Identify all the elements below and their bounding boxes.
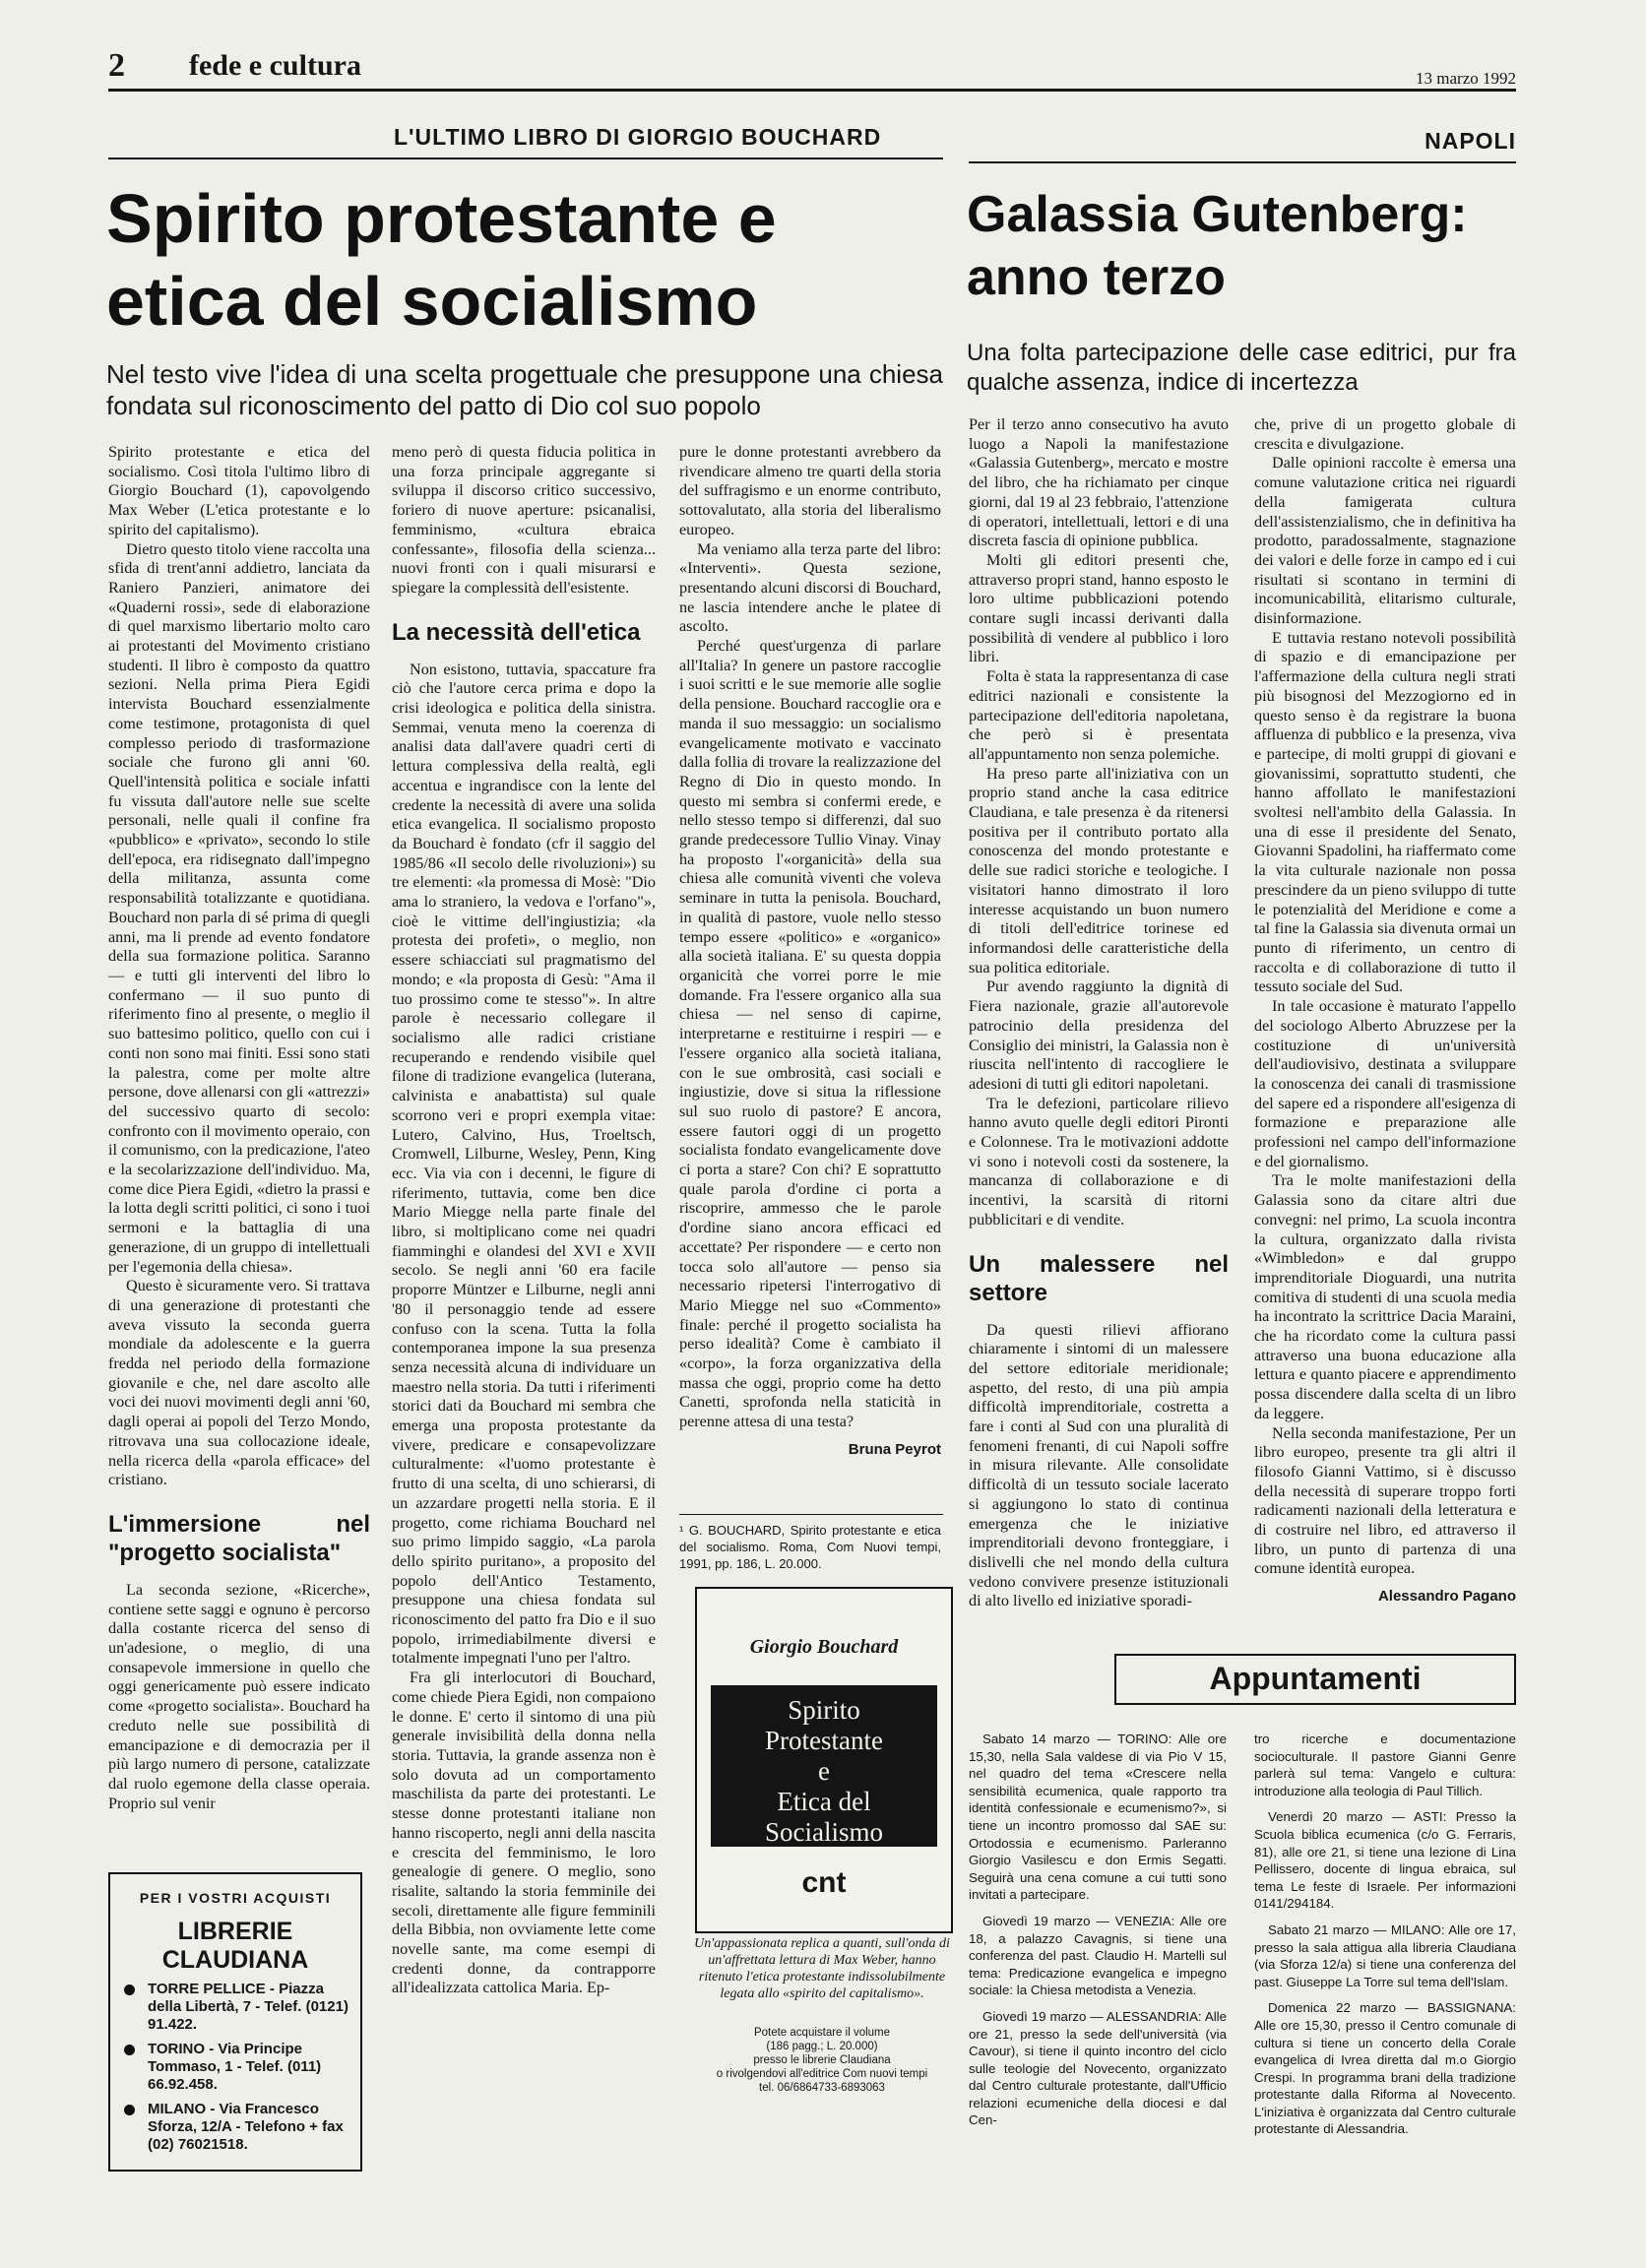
appointment: Giovedì 19 marzo — ALESSANDRIA: Alle ore 21, presso la sede dell'università (via Cavour), si tiene il quinto incontro del ciclo sulle teologie del Novecento, organizzato dal Centro culturale protestante, dall'Ufficio relazioni ecumeniche della diocesi e dal Cen-	[969, 2008, 1227, 2128]
paragraph: Tra le defezioni, particolare rilievo hanno avuto quelle degli editori Pironti e Colonnese. Tra le motivazioni addotte vi sono i notevoli costi da sostenere, la mancanza di collaborazione e di incentivi, la scarsità di ritorni pubblicitari e di vendite.	[969, 1094, 1229, 1228]
paragraph: Nella seconda manifestazione, Per un libro europeo, presente tra gli altri il filosofo Gianni Vattimo, si è discusso della necessità di superare troppo forti radicamenti nazionali della letteratura e di costruire nel libro, ed attraverso il libro, un punto di partenza di una comune identità europea.	[1254, 1423, 1516, 1578]
paragraph: che, prive di un progetto globale di crescita e divulgazione.	[1254, 415, 1516, 453]
signature: Bruna Peyrot	[848, 1440, 941, 1458]
left-col3	[679, 443, 941, 1460]
appointment: tro ricerche e documentazione socioculturale. Il pastore Gianni Genre parlerà sul tema: Vangelo e cultura: introduzione alla teologia di Paul Tillich.	[1254, 1732, 1516, 1798]
section-title: fede e cultura	[189, 49, 361, 82]
left-deck: Nel testo vive l'idea di una scelta progettuale che presuppone una chiesa fondata sul riconoscimento del patto di Dio col suo popolo	[106, 359, 943, 420]
paragraph: Dietro questo titolo viene raccolta una sfida di trent'anni addietro, lanciata da Raniero Panzieri, animatore dei «Quaderni rossi», sede di elaborazione di quel marxismo libertario molto caro ai protestanti del Movimento cristiano studenti. Il libro è composto da quattro sezioni. Nella prima Piera Egidi intervista Bouchard essenzialmente come testimone, protagonista di quel complesso periodo di trasformazione sociale che furono gli anni '60. Quell'intensità politica e sociale infatti fu vissuta dall'autore nelle sue scelte personali, nelle quali il confine fra «pubblico» e «privato», secondo lo stile dell'epoca, era ridisegnato dall'impegno della militanza, assunta come responsabilità totalizzante e quotidiana. Bouchard non parla di sé prima di quegli anni, ma li prende ad evento fondatore della sua formazione politica. Saranno — e tutti gli interventi del libro lo confermano — il suo punto di riferimento fino al presente, o meglio il suo battesimo politico, quello con cui i conti non sono mai finiti. Essi sono stati la palestra, come per molte altre persone, dove allenarsi con gli «attrezzi» del successivo quarto di secolo: confronto con il movimento operaio, con il comunismo, con la predicazione, l'ateo e la secolarizzazione dell'individuo. Ma, come dice Piera Egidi, «dietro la prassi e la lotta degli scritti politici, ci sono i tuoi sermoni e la battaglia di una generazione, di un gruppo di intellettuali per l'egemonia della chiesa».	[108, 539, 370, 1276]
left-title-line1: Spirito protestante e	[106, 180, 777, 257]
cover-line: Socialismo	[765, 1817, 883, 1847]
left-col2	[392, 443, 656, 1998]
appointment: Domenica 22 marzo — BASSIGNANA: Alle ore 15,30, presso il Centro comunale di cultura si tiene un concerto della Corale evangelica di Ivrea diretta dal m.o Giorgio Crespi. In programma brani della tradizione protestante dalla Riforma al Novecento. L'iniziativa è organizzata dal Centro culturale protestante di Alessandria.	[1254, 2000, 1516, 2137]
paragraph: Ha preso parte all'iniziativa con un proprio stand anche la casa editrice Claudiana, e tale presenza è da ritenersi positiva per il contributo portato alla conoscenza del mondo protestante e delle sue radici storiche e teologiche. I visitatori hanno dimostrato il loro interesse acquistando un buon numero di titoli dell'editrice torinese ed informandosi delle caratteristiche della sua politica editoriale.	[969, 764, 1229, 976]
paragraph: Ma veniamo alla terza parte del libro: «Interventi». Questa sezione, presentando alcuni discorsi di Bouchard, ne lascia intendere anche le platee di ascolto.	[679, 539, 941, 636]
paragraph: Molti gli editori presenti che, attraverso propri stand, hanno esposto le loro ultime pubblicazioni potendo contare sugli incassi derivanti dalla possibilità di vendere al pubblico i loro libri.	[969, 550, 1229, 666]
appuntamenti-col2	[1254, 1731, 1516, 2147]
cover-line: Protestante	[765, 1726, 883, 1755]
right-deck: Una folta partecipazione delle case editrici, pur fra qualche assenza, indice di incertezza	[967, 340, 1516, 396]
left-kicker-rule	[108, 158, 943, 159]
appointment: Sabato 14 marzo — TORINO: Alle ore 15,30, nella Sala valdese di via Pio V 15, nel quadro del tema «Crescere nella sensibilità ecumenica, quale rapporto tra identità confessionale e ecumenismo?», si tiene un incontro promosso dal SAE su: Ortodossia e ecumenismo. Parleranno Giorgio Vasilescu e don Ermis Segatti. Seguirà una cena comune a cui tutti sono invitati a partecipare.	[969, 1732, 1227, 1903]
right-col2	[1254, 415, 1516, 1606]
header-rule	[108, 89, 1516, 92]
bookshop-list	[124, 1981, 350, 2161]
bookshop-item	[124, 1981, 350, 2034]
cover-line: Spirito	[788, 1695, 860, 1725]
paragraph: Pur avendo raggiunto la dignità di Fiera nazionale, grazie all'autorevole patrocinio della presidenza del Consiglio dei ministri, la Galassia non è riuscita nell'intento di raccogliere le adesioni di tutti gli editori napoletani.	[969, 977, 1229, 1093]
paragraph: Per il terzo anno consecutivo ha avuto luogo a Napoli la manifestazione «Galassia Gutenberg», mercato e mostre del libro, che ha richiamato per cinque giorni, dal 19 al 23 febbraio, l'attenzione di operatori, intellettuali, lettori e di una discreta fascia di opinione pubblica.	[969, 415, 1229, 550]
bullet-icon	[124, 1984, 135, 1995]
buy-line: tel. 06/6864733-6893063	[759, 2082, 885, 2094]
subheading: L'immersione nel "progetto socialista"	[108, 1510, 370, 1566]
left-kicker: L'ULTIMO LIBRO DI GIORGIO BOUCHARD	[394, 124, 882, 150]
subheading: Un malessere nel settore	[969, 1250, 1229, 1306]
bookshop-address: TORINO - Via Principe Tommaso, 1 - Telef. (011) 66.92.458.	[148, 2041, 322, 2093]
buy-line: (186 pagg.; L. 20.000)	[766, 2041, 878, 2052]
book-blurb: Un'appassionata replica a quanti, sull'onda di un'affrettata lettura di Max Weber, hanno ritenuto l'etica protestante indissolubilmente legata allo «spirito del capitalismo».	[694, 1936, 950, 2001]
paragraph: Dalle opinioni raccolte è emersa una comune valutazione critica nei riguardi della famigerata cultura dell'assistenzialismo, che in definitiva ha prodotto, paradossalmente, stagnazione dei valori e delle forze in campo ed i cui risultati si scontano in termini di incomunicabilità, elitarismo culturale, disinformazione.	[1254, 454, 1516, 628]
cover-line: Etica del	[777, 1787, 871, 1816]
page-number: 2	[108, 47, 125, 84]
bullet-icon	[124, 2105, 135, 2115]
appointment: Venerdì 20 marzo — ASTI: Presso la Scuola biblica ecumenica (c/o G. Ferraris, 81), alle ore 21, si tiene una lezione di Lina Pellissero, docente di lingua ebraica, sul tema Le feste di Israele. Per informazioni 0141/294184.	[1254, 1809, 1516, 1912]
subheading: La necessità dell'etica	[392, 618, 641, 646]
right-title-line2: anno terzo	[967, 249, 1226, 306]
buy-line: presso le librerie Claudiana	[753, 2054, 891, 2066]
paragraph: meno però di questa fiducia politica in una forza principale aggregante si sviluppa il discorso critico successivo, foriero di nuove aperture: psicanalisi, femminismo, «cultura ebraica confessante», filosofia della scienza... nuovi fronti con i quali misurarsi e spiegare la complessità dell'esistente.	[392, 443, 656, 597]
footnote: ¹ G. BOUCHARD, Spirito protestante e etica del socialismo. Roma, Com Nuovi tempi, 1991, pp. 186, L. 20.000.	[679, 1523, 941, 1571]
bullet-icon	[124, 2045, 135, 2055]
paragraph: Da questi rilievi affiorano chiaramente i sintomi di un malessere del settore editoriale meridionale; aspetto, del resto, di una più ampia difficoltà imprenditoriale, costretta a fare i conti al Sud con una pluralità di fenomeni frenanti, di cui Napoli soffre in misura rilevante. Alle consolidate difficoltà di un tessuto sociale lacerato si aggiungono lo stato di continua emergenza che le iniziative imprenditoriali devono fronteggiare, i dislivelli che nel mondo della cultura vedono convivere presenze istituzionali di alto livello ed iniziative sporadi-	[969, 1320, 1229, 1610]
right-title-line1: Galassia Gutenberg:	[967, 186, 1468, 243]
paragraph: pure le donne protestanti avrebbero da rivendicare almeno tre quarti della storia del suffragismo e un enorme contributo, sottovalutato, alla storia del liberalismo europeo.	[679, 443, 941, 538]
paragraph: Spirito protestante e etica del socialismo. Così titola l'ultimo libro di Giorgio Bouchard (1), capovolgendo Max Weber (L'etica protestante e lo spirito del capitalismo).	[108, 443, 370, 538]
right-title	[967, 183, 1468, 309]
appuntamenti-col1	[969, 1731, 1227, 2138]
left-col1	[108, 443, 370, 1813]
appuntamenti-title: Appuntamenti	[1114, 1654, 1516, 1705]
buy-line: o rivolgendovi all'editrice Com nuovi tempi	[716, 2068, 928, 2080]
paragraph: Fra gli interlocutori di Bouchard, come chiede Piera Egidi, non compaiono le donne. E' certo il sintomo di una più generale invisibilità della donna nella storia. Tuttavia, la grande assenza non è solo dovuta ad un comportamento maschilista da parte dei protestanti. Le stesse donne protestanti italiane non hanno riscoperto, negli anni della nascita e crescita del femminismo, le loro genealogie di genere. O meglio, sono risalite, saltando la storia femminile dei secoli, direttamente alle figure femminili della Bibbia, non ovviamente lette come novelle sante, ma come esempi di credenti donne, da contrapporre all'idealizzata cattolica Maria. Ep-	[392, 1669, 656, 1997]
bookshop-heading: PER I VOSTRI ACQUISTI	[139, 1890, 332, 1906]
right-kicker: NAPOLI	[1424, 128, 1516, 154]
book-author: Giorgio Bouchard	[749, 1636, 899, 1658]
book-ad	[695, 1587, 953, 1933]
bookshop-name-line: LIBRERIE	[177, 1918, 293, 1945]
left-title	[106, 177, 777, 343]
paragraph: Questo è sicuramente vero. Si trattava di una generazione di protestanti che aveva vissuto la seconda guerra mondiale da adolescente e la guerra fredda nel periodo della formazione giovanile e che, nel dare ascolto alle voci dei nuovi movimenti degli anni '60, dagli operai ai popoli del Terzo Mondo, ritrovava una sua collocazione ideale, nella ricerca della «parola efficace» del cristiano.	[108, 1277, 370, 1489]
paragraph: In tale occasione è maturato l'appello del sociologo Alberto Abruzzese per la costituzione di un'università dell'audiovisivo, destinata a sviluppare la conoscenza dei canali di trasmissione del sapere ed a rispondere all'esigenza di formazione e preparazione alle professioni nel campo dell'informazione e del giornalismo.	[1254, 997, 1516, 1170]
cover-line: e	[818, 1756, 830, 1786]
bookshop-item	[124, 2101, 350, 2154]
paragraph: Tra le molte manifestazioni della Galassia sono da citare altri due convegni: nel primo, La scuola incontra la cultura, organizzato dalla rivista «Wimbledon» e dal gruppo imprenditoriale Dioguardi, una nutrita comitiva di studenti di una scuola media ha incontrato la scrittrice Dacia Maraini, che ha ricordato come la cultura passi attraverso una buona educazione alla lettura e quanto piacere e apprendimento possa discendere dalla scelta di un libro da leggere.	[1254, 1171, 1516, 1422]
bookshop-name-line: CLAUDIANA	[161, 1946, 309, 1974]
paragraph: Perché quest'urgenza di parlare all'Italia? In genere un pastore raccoglie i suoi scritti e le sue memorie alle soglie della pensione. Bouchard raccoglie ora e manda il suo messaggio: un socialismo evangelicamente motivato e vaccinato dalla follia di trovare la realizzazione del Regno di Dio in questo mondo. In questo mi sembra si confermi erede, e nello stesso tempo si differenzi, dal suo grande predecessore Tullio Vinay. Vinay ha proposto l'«organicità» della sua chiesa alle comunità viventi che voleva seminare in tutta la penisola. Bouchard, in qualità di pastore, vuole nello stesso tempo essere «politico» e «organico» alla società italiana. E' su questa doppia organicità che vorrei porre le mie domande. Fra l'essere organico alla sua chiesa — nel senso di capirne, interpretarne e restituirne i respiri — e l'essere organico alla società italiana, con le sue ombrosità, casi sociali e ingiustizie, dove si situa la riflessione sul suo ruolo di pastore? E ancora, essere fautori oggi di un progetto socialista fondato evangelicamente dove ci porta a stare? Con chi? E soprattutto quale parola d'ordine ci porta a riscoprire, ammesso che le parole d'ordine siano ancora efficaci ed accettate? Per rispondere — e certo non tocca solo all'autore — penso sia necessario ripetersi l'interrogativo di Mario Miegge nel suo «Commento» finale: perché il progetto socialista ha perso idealità? Come è cambiato il «corpo», la forza organizzativa della massa che oggi, proprio come ha detto Canetti, sprofonda nella staticità in perenne attesa di una testa?	[679, 637, 941, 1431]
paragraph: E tuttavia restano notevoli possibilità di spazio e di emancipazione per l'affermazione della cultura negli strati più bisognosi del Mezzogiorno ed in questo senso è da registrare la buona affluenza di pubblico e la presenza, viva e partecipe, di molti gruppi di giovani e giovanissimi, soprattutto studenti, che hanno affollato le manifestazioni svoltesi nell'ambito della Galassia. In una di esse il presidente del Senato, Giovanni Spadolini, ha riaffermato come la vita culturale nazionale non possa prescindere da un pieno sviluppo di tutte le potenzialità del Meridione e come a tal fine la Galassia sia divenuta ormai un punto di riferimento, un centro di raccolta e di collaborazione di tutto il tessuto sociale del Sud.	[1254, 628, 1516, 996]
paragraph: Non esistono, tuttavia, spaccature fra ciò che l'autore cerca prima e dopo la crisi ideologica e politica della sinistra. Semmai, venuta meno la coerenza di analisi data dall'avere quadri certi di lettura complessiva della realtà, egli accentua e ingrandisce con la lente del credente la necessità di avere una solida etica evangelica. Il socialismo proposto da Bouchard è fondato (cfr il saggio del 1985/86 «Il secolo delle rivoluzioni») su tre elementi: «la promessa di Mosè: "Dio ama lo straniero, la vedova e l'orfano"», cioè le vittime dell'ingiustizia; «la protesta dei profeti», o meglio, non essere schiacciati sul pragmatismo del mondo; e «la proposta di Gesù: "Ama il tuo prossimo come te stesso"». In altre parole è necessario collegare il socialismo alle radici cristiane recuperando e rendendo visibile quel filone di tradizione evangelica (luterana, calvinista e anabattista) sul quale scorrono veri e propri exempla vitae: Lutero, Calvino, Hus, Troeltsch, Cromwell, Lilburne, Wesley, Penn, King ecc. Via via con i decenni, le figure di riferimento, tuttavia, come ben dice Mario Miegge nella parte finale del libro, si moltiplicano come nei quadri fiamminghi e olandesi del XVI e XVII secolo. Se negli anni '60 era facile proporre Müntzer e Lilburne, negli anni '80 il personaggio tende ad essere confuso con la scena. Tutta la folla contemporanea impone la sua presenza senza necessità alcuna di individuare un maestro nella storia. Da tutti i riferimenti storici dati da Bouchard mi sembra che emerga una proposta protestante da vivere, predicare e consapevolizzare culturalmente: «l'uomo protestante è frutto di una scelta, di uno schierarsi, di un azzardare progetti nella storia. E il progetto, come richiama Bouchard nel suo primo limpido saggio, «La parola dello spirito puritano», a proposito del popolo dell'Antico Testamento, presuppone una chiesa fondata sul riconoscimento del patto fra Dio e il suo popolo, irrimediabilmente diversi e totalmente impegnati l'uno per l'altro.	[392, 660, 656, 1668]
book-cover	[711, 1685, 937, 1847]
publisher-logo: cnt	[801, 1866, 847, 1899]
bookshop-ad	[108, 1872, 362, 2172]
issue-date: 13 marzo 1992	[1416, 69, 1516, 88]
paragraph: La seconda sezione, «Ricerche», contiene sette saggi e ognuno è percorso dalla costante ricerca del senso di un'adesione, o meglio, di una consapevole immersione in quello che oggi genericamente può essere indicato come «progetto socialista». Bouchard ha creduto nelle sue possibilità di emancipazione e di democrazia per il più largo numero di persone, catalizzate dal ruolo egemone della classe operaia. Proprio sul venir	[108, 1580, 370, 1812]
footnote-rule	[679, 1514, 943, 1515]
bookshop-item	[124, 2041, 350, 2094]
signature: Alessandro Pagano	[1377, 1588, 1516, 1606]
bookshop-address: MILANO - Via Francesco Sforza, 12/A - Telefono + fax (02) 76021518.	[148, 2101, 344, 2153]
book-buy-info	[689, 2026, 955, 2095]
appointment: Giovedì 19 marzo — VENEZIA: Alle ore 18, a palazzo Cavagnis, si tiene una conferenza del past. Claudio H. Martelli sul tema: Predicazione evangelica e impegno sociale: la Chiesa metodista a Venezia.	[969, 1913, 1227, 1998]
bookshop-address: TORRE PELLICE - Piazza della Libertà, 7 - Telef. (0121) 91.422.	[148, 1981, 348, 2033]
bookshop-name	[110, 1918, 360, 1975]
left-title-line2: etica del socialismo	[106, 263, 758, 340]
appointment: Sabato 21 marzo — MILANO: Alle ore 17, presso la sala attigua alla libreria Claudiana (via Sforza 12/a) si tiene una conferenza del past. Giuseppe La Torre sul tema dell'Islam.	[1254, 1922, 1516, 1989]
paragraph: Folta è stata la rappresentanza di case editrici nazionali e consistente la partecipazione dell'editoria napoletana, che però si è presentata all'appuntamento non senza polemiche.	[969, 667, 1229, 763]
right-col1	[969, 415, 1229, 1611]
buy-line: Potete acquistare il volume	[753, 2027, 891, 2039]
right-kicker-rule	[969, 161, 1516, 163]
